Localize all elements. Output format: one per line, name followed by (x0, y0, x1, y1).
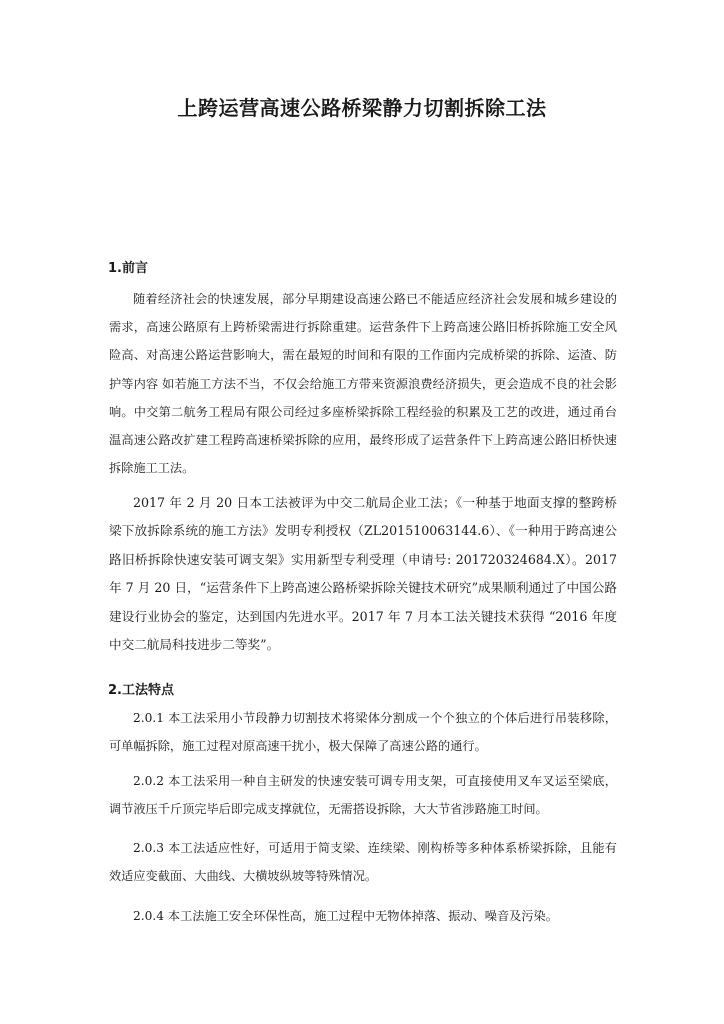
feature-paragraph-3: 2.0.3 本工法适应性好，可适用于简支梁、连续梁、刚构桥等多种体系桥梁拆除，且能有效适应变截面、大曲线、大横坡纵坡等特殊情况。 (109, 841, 617, 884)
document-title: 上跨运营高速公路桥梁静力切割拆除工法 (177, 96, 547, 120)
section-heading-preface: 1.前言 (108, 261, 148, 276)
preface-paragraph-2: 2017 年 2 月 20 日本工法被评为中交二航局企业工法；《一种基于地面支撑的整跨桥梁下放拆除系统的施工方法》发明专利授权（ZL201510063144.6）、《一种用于跨高速公路旧桥拆除快速安装可调支架》实用新型专利受理（申请号: 201720324684.X）。2017 年 7 月 20 日，“运营条件下上跨高速公路桥梁拆除关键技术研究”成果顺利通过了中国公路建设行业协会的鉴定，达到国内先进水平。2017 年 7 月本工法关键技术获得 “2016 年度中交二航局科技进步二等奖”。 (109, 495, 617, 653)
preface-paragraph-1: 随着经济社会的快速发展，部分早期建设高速公路已不能适应经济社会发展和城乡建设的需求，高速公路原有上跨桥梁需进行拆除重建。运营条件下上跨高速公路旧桥拆除施工安全风险高、对高速公路运营影响大，需在最短的时间和有限的工作面内完成桥梁的拆除、运渣、防护等内容 如若施工方法不当，不仅会给施工方带来资源浪费经济损失，更会造成不良的社会影响。中交第二航务工程局有限公司经过多座桥梁拆除工程经验的积累及工艺的改进，通过甬台温高速公路改扩建工程跨高速桥梁拆除的应用，最终形成了运营条件下上跨高速公路旧桥快速拆除施工工法。 (109, 292, 617, 476)
feature-paragraph-4: 2.0.4 本工法施工安全环保性高，施工过程中无物体掉落、振动、噪音及污染。 (133, 909, 558, 923)
section-heading-features: 2.工法特点 (108, 683, 174, 698)
feature-paragraph-1: 2.0.1 本工法采用小节段静力切割技术将梁体分割成一个个独立的个体后进行吊装移除，可单幅拆除，施工过程对原高速干扰小，极大保障了高速公路的通行。 (109, 711, 617, 754)
feature-paragraph-2: 2.0.2 本工法采用一种自主研发的快速安装可调专用支架，可直接使用叉车叉运至梁底，调节液压千斤顶完毕后即完成支撑就位，无需搭设拆除，大大节省涉路施工时间。 (109, 774, 617, 817)
